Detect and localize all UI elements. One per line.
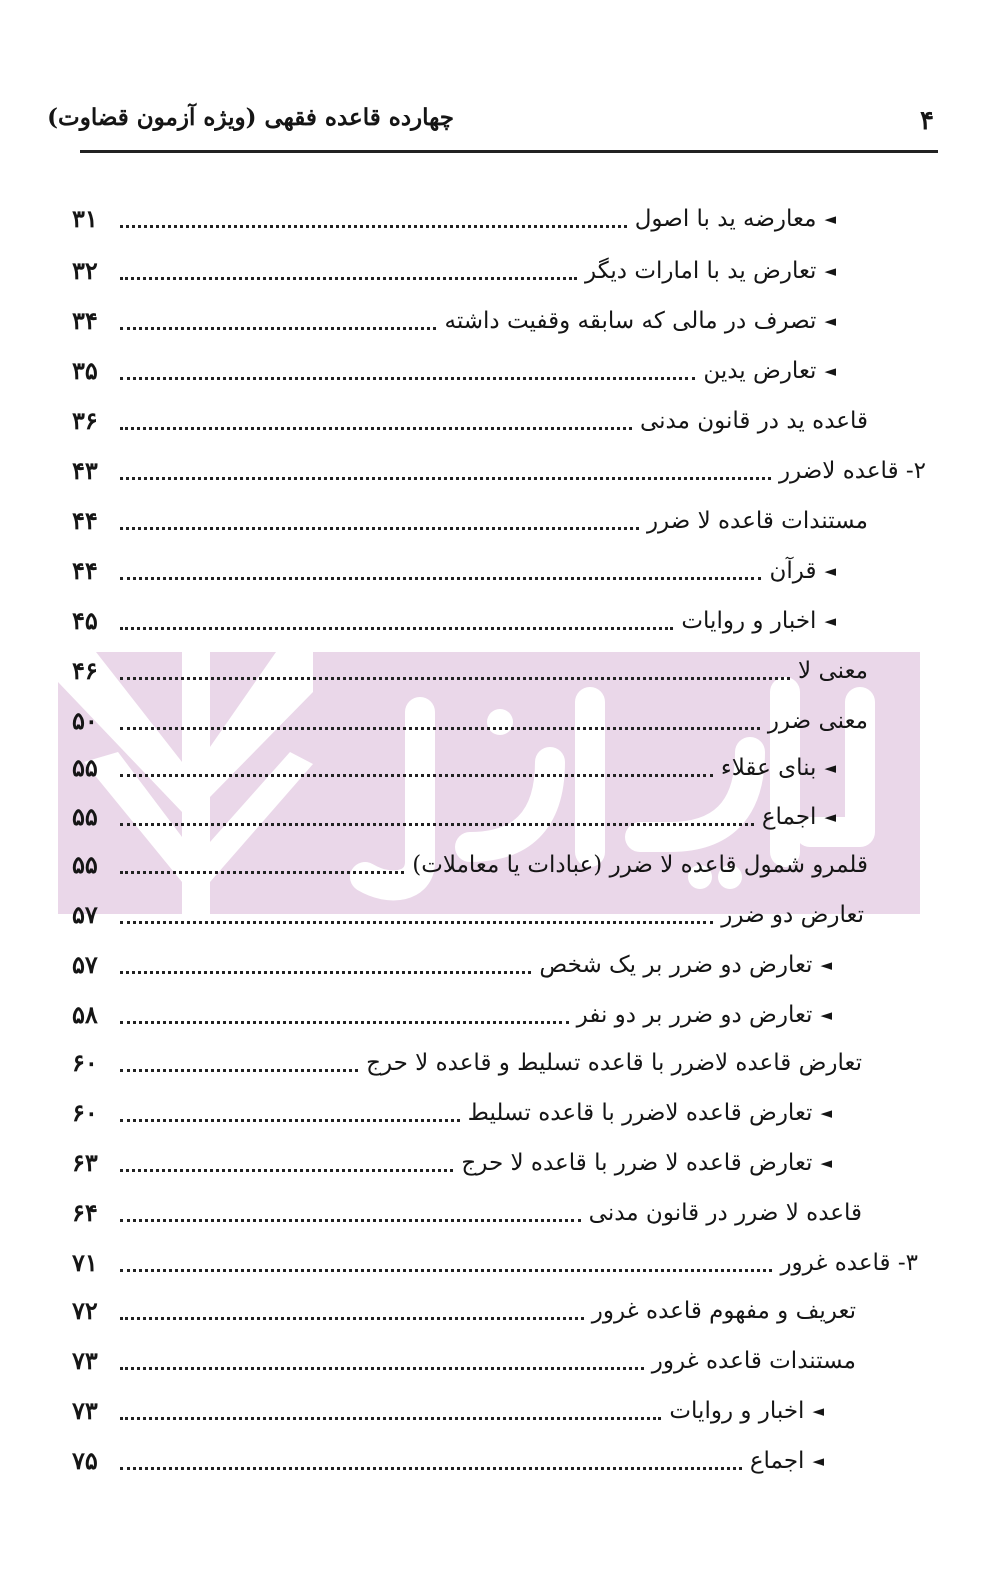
toc-entry bbox=[72, 248, 836, 288]
toc-entry bbox=[72, 548, 836, 588]
dot-leader bbox=[120, 326, 436, 330]
toc-entry bbox=[72, 298, 836, 338]
toc-entry bbox=[72, 1240, 918, 1280]
dot-leader bbox=[120, 1068, 358, 1072]
toc-entry-title: تعارض قاعده لا ضرر با قاعده لا حرج bbox=[461, 1150, 813, 1176]
dot-leader bbox=[120, 1466, 742, 1470]
toc-entry-title: تصرف در مالی که سابقه وقفیت داشته bbox=[444, 308, 817, 334]
toc-page-number: ۴۶ bbox=[72, 656, 98, 685]
toc-entry bbox=[72, 448, 926, 488]
toc-page-number: ۴۴ bbox=[72, 506, 98, 535]
dot-leader bbox=[120, 476, 771, 480]
bullet-triangle-icon: ◄ bbox=[820, 956, 832, 974]
toc-entry bbox=[72, 398, 868, 438]
toc-page-number: ۷۳ bbox=[72, 1396, 98, 1425]
toc-entry-title: ۳- قاعده غرور bbox=[780, 1250, 918, 1276]
toc-entry-title: مستندات قاعده لا ضرر bbox=[646, 508, 868, 534]
toc-entry bbox=[72, 498, 868, 538]
toc-entry-title: قرآن bbox=[769, 558, 817, 584]
toc-entry bbox=[72, 1190, 862, 1230]
toc-entry bbox=[72, 1090, 832, 1130]
toc-entry bbox=[72, 648, 868, 688]
dot-leader bbox=[120, 1218, 581, 1222]
toc-page-number: ۴۵ bbox=[72, 606, 98, 635]
toc-entry-title: معنی لا bbox=[798, 658, 868, 684]
dot-leader bbox=[120, 870, 404, 874]
toc-entry-title: اجماع bbox=[749, 1448, 805, 1474]
toc-page-number: ۳۵ bbox=[72, 356, 98, 385]
toc-page-number: ۴۴ bbox=[72, 556, 98, 585]
toc-entry bbox=[72, 698, 868, 738]
bullet-triangle-icon: ◄ bbox=[820, 1104, 832, 1122]
dot-leader bbox=[120, 970, 531, 974]
dot-leader bbox=[120, 1168, 453, 1172]
toc-entry bbox=[72, 196, 836, 236]
toc-entry bbox=[72, 942, 832, 982]
bullet-triangle-icon: ◄ bbox=[824, 262, 836, 280]
dot-leader bbox=[120, 920, 713, 924]
toc-entry bbox=[72, 1438, 824, 1478]
dot-leader bbox=[120, 676, 790, 680]
toc-page-number: ۵۵ bbox=[72, 753, 98, 782]
toc-entry-title: معارضه ید با اصول bbox=[634, 206, 817, 232]
bullet-triangle-icon: ◄ bbox=[824, 808, 836, 826]
toc-page-number: ۳۴ bbox=[72, 306, 98, 335]
dot-leader bbox=[120, 426, 632, 430]
toc-entry-title: تعارض قاعده لاضرر با قاعده تسلیط bbox=[467, 1100, 813, 1126]
toc-page-number: ۳۲ bbox=[72, 256, 98, 285]
bullet-triangle-icon: ◄ bbox=[812, 1402, 824, 1420]
toc-entry bbox=[72, 842, 868, 882]
toc-page-number: ۴۳ bbox=[72, 456, 98, 485]
toc-entry-title: قلمرو شمول قاعده لا ضرر (عبادات یا معاملات) bbox=[412, 852, 868, 878]
dot-leader bbox=[120, 726, 760, 730]
toc-page-number: ۶۰ bbox=[72, 1098, 98, 1127]
dot-leader bbox=[120, 1020, 569, 1024]
toc-page-number: ۷۳ bbox=[72, 1346, 98, 1375]
toc-page-number: ۶۳ bbox=[72, 1148, 98, 1177]
toc-page-number: ۵۰ bbox=[72, 706, 98, 735]
toc-entry bbox=[72, 1040, 862, 1080]
bullet-triangle-icon: ◄ bbox=[824, 362, 836, 380]
toc-entry bbox=[72, 745, 836, 785]
dot-leader bbox=[120, 1316, 584, 1320]
bullet-triangle-icon: ◄ bbox=[824, 562, 836, 580]
toc-entry bbox=[72, 892, 864, 932]
dot-leader bbox=[120, 1366, 644, 1370]
toc-page-number: ۵۵ bbox=[72, 802, 98, 831]
toc-entry-title: ۲- قاعده لاضرر bbox=[778, 458, 926, 484]
toc-entry bbox=[72, 1388, 824, 1428]
toc-page-number: ۵۷ bbox=[72, 900, 98, 929]
toc-entry-title: تعریف و مفهوم قاعده غرور bbox=[591, 1298, 856, 1324]
dot-leader bbox=[120, 1416, 661, 1420]
bullet-triangle-icon: ◄ bbox=[824, 759, 836, 777]
bullet-triangle-icon: ◄ bbox=[820, 1006, 832, 1024]
toc-entry bbox=[72, 992, 832, 1032]
toc-entry bbox=[72, 794, 836, 834]
toc-page-number: ۷۱ bbox=[72, 1248, 98, 1277]
toc-entry bbox=[72, 1140, 832, 1180]
toc-entry-title: تعارض دو ضرر بر دو نفر bbox=[576, 1002, 813, 1028]
bullet-triangle-icon: ◄ bbox=[812, 1452, 824, 1470]
toc-page-number: ۳۱ bbox=[72, 204, 98, 233]
toc-entry-title: تعارض قاعده لاضرر با قاعده تسلیط و قاعده لا حرج bbox=[366, 1050, 862, 1076]
toc-page-number: ۵۸ bbox=[72, 1000, 98, 1029]
dot-leader bbox=[120, 224, 627, 228]
toc-page-number: ۶۴ bbox=[72, 1198, 98, 1227]
dot-leader bbox=[120, 773, 713, 777]
toc-entry-title: اخبار و روایات bbox=[669, 1398, 805, 1424]
dot-leader bbox=[120, 276, 577, 280]
dot-leader bbox=[120, 576, 761, 580]
toc-page-number: ۷۲ bbox=[72, 1296, 98, 1325]
bullet-triangle-icon: ◄ bbox=[820, 1154, 832, 1172]
toc-entry-title: اخبار و روایات bbox=[681, 608, 817, 634]
toc-entry-title: تعارض دو ضرر bbox=[721, 902, 864, 928]
toc-entry-title: تعارض یدین bbox=[703, 358, 817, 384]
toc-entry-title: مستندات قاعده غرور bbox=[651, 1348, 856, 1374]
toc-entry-title: قاعده ید در قانون مدنی bbox=[639, 408, 868, 434]
toc-page-number: ۵۵ bbox=[72, 850, 98, 879]
dot-leader bbox=[120, 822, 754, 826]
toc-entry-title: تعارض دو ضرر بر یک شخص bbox=[539, 952, 813, 978]
toc-entry bbox=[72, 1338, 856, 1378]
dot-leader bbox=[120, 1118, 460, 1122]
dot-leader bbox=[120, 376, 695, 380]
toc-page-number: ۶۰ bbox=[72, 1048, 98, 1077]
toc-entry-title: تعارض ید با امارات دیگر bbox=[585, 258, 817, 284]
toc-entry-title: اجماع bbox=[761, 804, 817, 830]
toc-entry bbox=[72, 598, 836, 638]
bullet-triangle-icon: ◄ bbox=[824, 210, 836, 228]
page-number: ۴ bbox=[920, 106, 934, 136]
dot-leader bbox=[120, 626, 673, 630]
toc-page-number: ۷۵ bbox=[72, 1446, 98, 1475]
bullet-triangle-icon: ◄ bbox=[824, 312, 836, 330]
book-title: چهارده قاعده فقهی (ویژه آزمون قضاوت) bbox=[47, 104, 454, 131]
bullet-triangle-icon: ◄ bbox=[824, 612, 836, 630]
dot-leader bbox=[120, 526, 639, 530]
toc-page-number: ۳۶ bbox=[72, 406, 98, 435]
toc-entry-title: معنی ضرر bbox=[767, 708, 868, 734]
toc-page-number: ۵۷ bbox=[72, 950, 98, 979]
toc-entry-title: قاعده لا ضرر در قانون مدنی bbox=[588, 1200, 862, 1226]
toc-entry-title: بنای عقلاء bbox=[720, 755, 817, 781]
dot-leader bbox=[120, 1268, 772, 1272]
toc-entry bbox=[72, 348, 836, 388]
toc-entry bbox=[72, 1288, 856, 1328]
